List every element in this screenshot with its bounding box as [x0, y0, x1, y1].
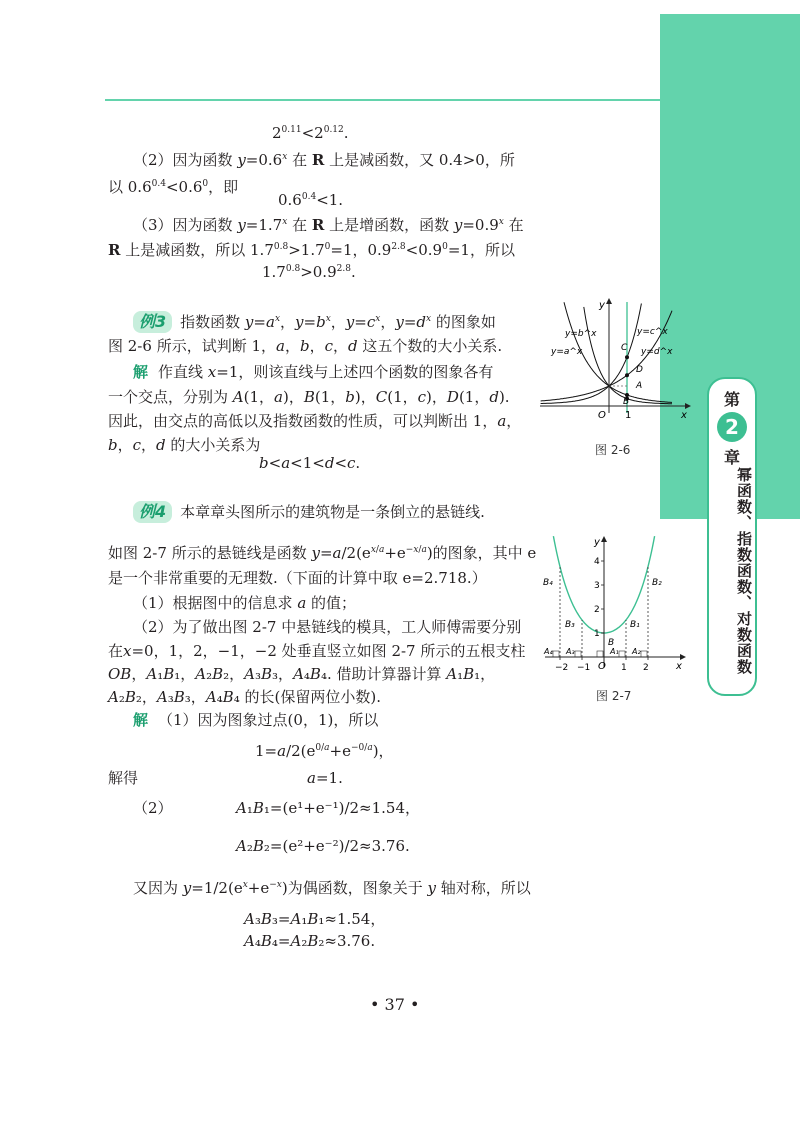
text-line: 是一个非常重要的无理数.（下面的计算中取 e=2.718.） [108, 569, 487, 587]
figure-2-7-caption: 图 2-7 [596, 689, 632, 703]
figure-2-6 [535, 298, 695, 418]
y-axis-label: y [594, 537, 600, 548]
post-top-label: B₄ [543, 578, 553, 588]
text-line: （3）因为函数 $y=1.7^x$ 在 R 上是增函数，函数 $y=0.9^x$ 在 [133, 216, 524, 234]
x-axis-arrow [685, 403, 691, 409]
text-line: OB，A₁B₁，A₂B₂，A₃B₃，A₄B₄. 借助计算器计算 A₁B₁， [108, 665, 496, 683]
chapter-side-tab [707, 377, 757, 696]
x-tick-label: 1 [621, 663, 627, 673]
text-line: 一个交点，分别为 A(1，a)，B(1，b)，C(1，c)，D(1，d). [108, 388, 510, 406]
header-rule [105, 99, 665, 101]
y-axis-label: y [599, 300, 605, 311]
curve-label-c: y=c^x [637, 327, 668, 337]
point-label-a: A [636, 381, 643, 391]
text-line: A₄B₄=A₂B₂≈3.76. [244, 932, 376, 950]
y-tick-label: 1 [594, 629, 600, 639]
post-top-label: B₃ [565, 620, 575, 630]
text-line: 例3 指数函数 $y=a^x$，$y=b^x$，$y=c^x$，$y=d^x$ 的图象如 [133, 308, 496, 333]
text-line: $1=a/2(e^{0/a}+e^{-0/a})$， [255, 742, 394, 760]
text-line: 以 $0.6^{0.4}<0.6^0$，即 [108, 178, 239, 196]
text-lines-source [0, 0, 1, 1]
text-line: 例4 本章章头图所示的建筑物是一条倒立的悬链线. [133, 501, 485, 523]
post-bottom-label: A₁ [610, 647, 619, 656]
curve-label-d: y=d^x [641, 347, 673, 357]
chapter-unit-char: 章 [723, 448, 740, 467]
post-bottom-label: A₂ [632, 647, 641, 656]
x-axis-arrow [680, 654, 686, 660]
text-line: R 上是减函数，所以 $1.7^{0.8}>1.7^0=1$，$0.9^{2.8}<0.9^0=1$，所以 [108, 241, 515, 259]
post-bottom-label: A₃ [566, 647, 575, 656]
intersection-point [625, 355, 629, 359]
text-line: A₁B₁=(e¹+e⁻¹)/2≈1.54， [236, 799, 421, 817]
chapter-number-badge: 2 [717, 412, 747, 442]
solution-label: 解 [133, 363, 149, 381]
solution-label: 解 [133, 711, 149, 729]
tick-one-label: 1 [625, 410, 632, 418]
figure-2-6-caption: 图 2-6 [595, 443, 631, 457]
x-axis-label: x [681, 410, 687, 418]
curve-label-a: y=a^x [551, 347, 583, 357]
page-number: • 37 • [370, 995, 420, 1014]
text-line: A₂B₂=(e²+e⁻²)/2≈3.76. [236, 837, 410, 855]
chapter-title: 幂函数、指数函数、对数函数 [735, 467, 753, 675]
x-tick-label: −2 [555, 663, 569, 673]
post-bottom-label: A₄ [544, 647, 553, 656]
text-line: 如图 2-7 所示的悬链线是函数 $y=a/2(e^{x/a}+e^{-x/a})$的图象，其中 e [108, 544, 537, 562]
right-angle-mark [597, 651, 603, 657]
x-axis-label: x [676, 661, 682, 672]
text-line: （2）因为函数 $y=0.6^x$ 在 R 上是减函数，又 0.4>0，所 [133, 151, 515, 169]
text-line: （2）为了做出图 2-7 中悬链线的模具，工人师傅需要分别 [133, 618, 522, 636]
y-tick-label: 4 [594, 557, 600, 567]
text-line: 解 （1）因为图象过点(0，1)，所以 [133, 711, 379, 729]
text-line: A₂B₂，A₃B₃，A₄B₄ 的长(保留两位小数). [108, 688, 381, 706]
text-line: 解 作直线 x=1，则该直线与上述四个函数的图象各有 [133, 363, 494, 381]
text-line: 因此，由交点的高低以及指数函数的性质，可以判断出 1，a， [108, 412, 522, 430]
point-b-label: B [608, 638, 615, 648]
example-3-badge: 例3 [133, 311, 172, 333]
intersection-point [625, 373, 629, 377]
text-line: （1）根据图中的信息求 a 的值； [133, 594, 357, 612]
y-axis-arrow [601, 536, 607, 542]
text-line: a=1. [307, 769, 343, 787]
origin-label: O [598, 661, 606, 672]
origin-label: O [598, 410, 606, 418]
point-label-c: C [621, 343, 628, 353]
right-angle-mark [619, 651, 625, 657]
figure-2-7 [540, 532, 690, 677]
example-4-badge: 例4 [133, 501, 172, 523]
text-line: A₃B₃=A₁B₁≈1.54， [244, 910, 386, 928]
y-tick-label: 2 [594, 605, 600, 615]
text-line: b<a<1<d<c. [259, 454, 361, 472]
text-line: $0.6^{0.4}<1$. [278, 191, 344, 209]
curve-label-b: y=b^x [565, 329, 597, 339]
x-tick-label: 2 [643, 663, 649, 673]
right-angle-mark [575, 651, 581, 657]
right-angle-mark [641, 651, 647, 657]
chapter-first-char: 第 [723, 390, 740, 409]
point-label-d: D [636, 365, 643, 375]
point-label-b: B [623, 397, 630, 407]
text-line: 在x=0，1，2，−1，−2 处垂直竖立如图 2-7 所示的五根支柱 [108, 642, 526, 660]
text-line: $1.7^{0.8}>0.9^{2.8}$. [262, 263, 356, 281]
text-line: 又因为 $y=1/2(e^x+e^{-x})$为偶函数，图象关于 y 轴对称，所以 [133, 879, 531, 897]
y-axis-arrow [606, 298, 612, 304]
text-line: （2） [133, 799, 173, 817]
y-tick-label: 3 [594, 581, 600, 591]
right-angle-mark [553, 651, 559, 657]
text-line: 解得 [108, 769, 139, 787]
post-top-label: B₁ [630, 620, 640, 630]
text-line: b，c，d 的大小关系为 [108, 436, 261, 454]
post-top-label: B₂ [652, 578, 662, 588]
text-line: $2^{0.11}<2^{0.12}$. [272, 124, 349, 142]
x-tick-label: −1 [577, 663, 591, 673]
text-line: 图 2-6 所示，试判断 1，a，b，c，d 这五个数的大小关系. [108, 337, 503, 355]
